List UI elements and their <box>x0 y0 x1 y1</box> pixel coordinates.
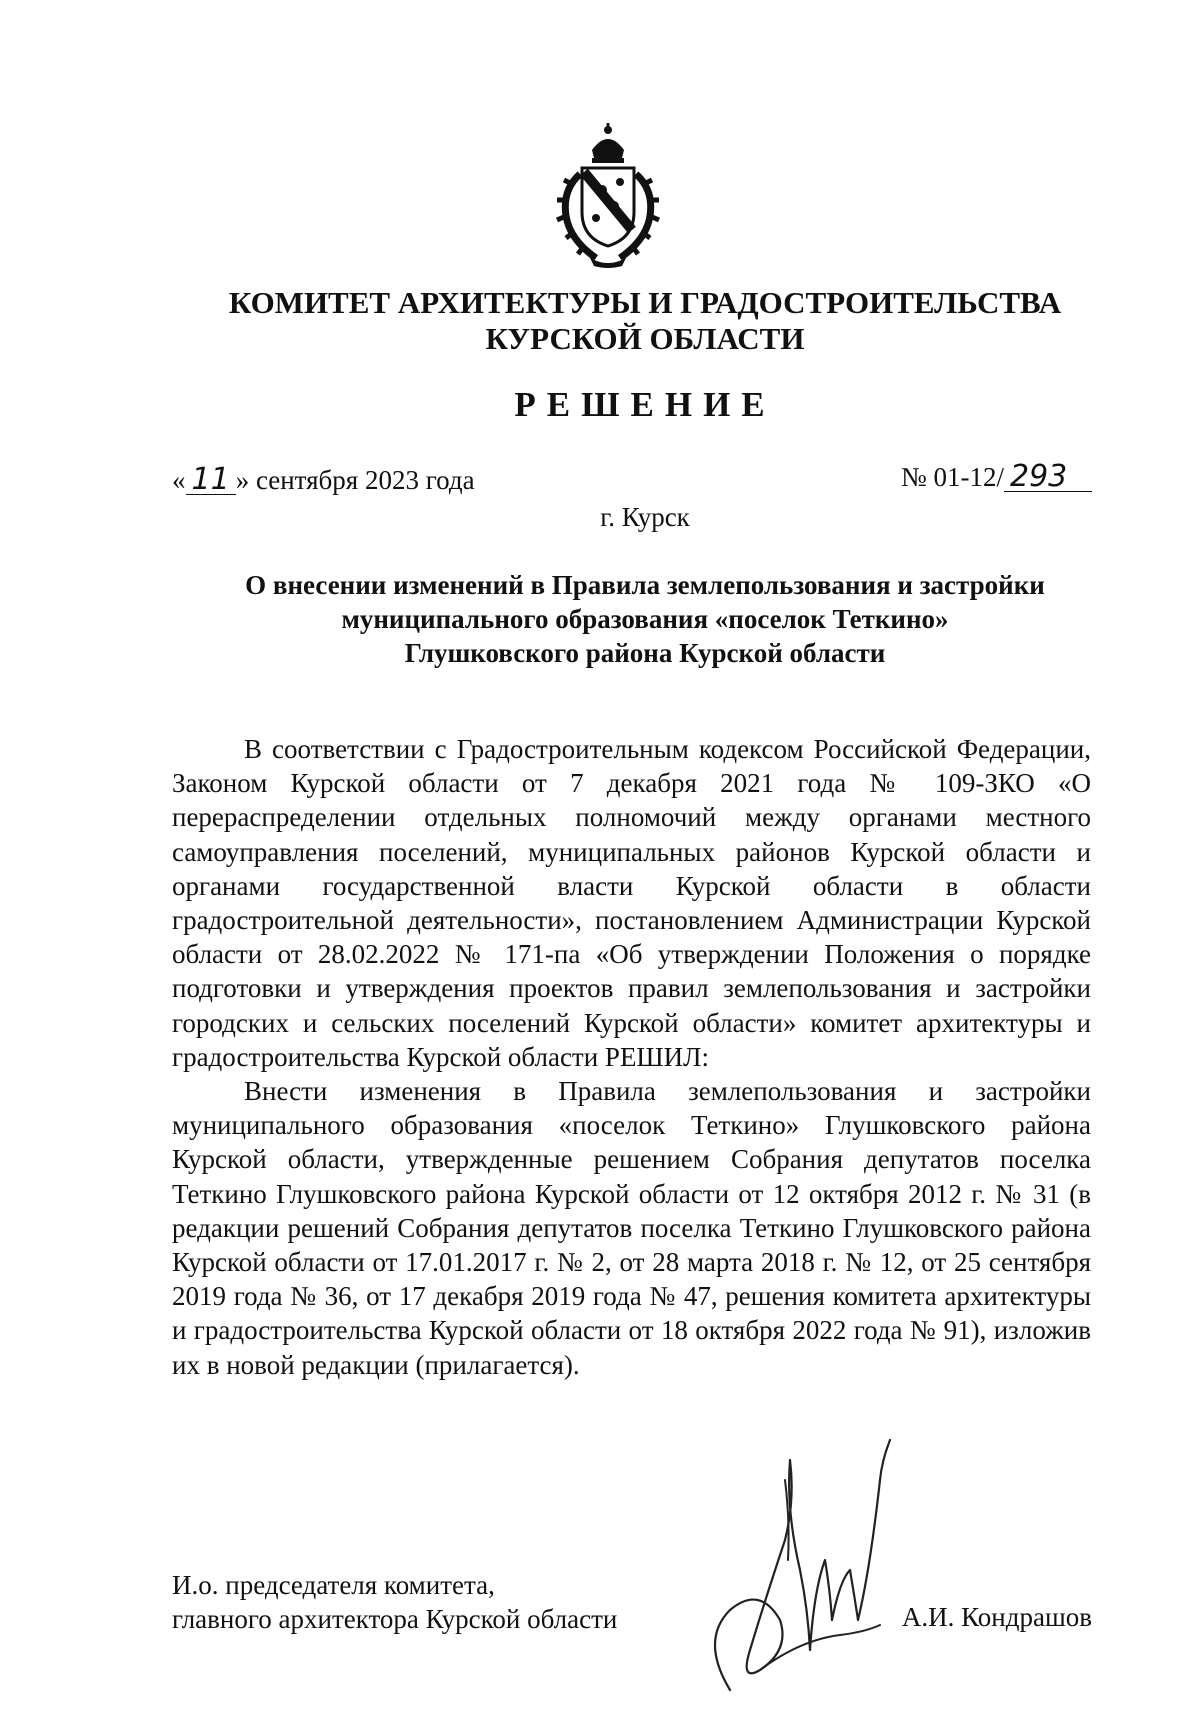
decision-date <box>172 462 475 497</box>
decision-number <box>900 459 1092 494</box>
signatory-position <box>172 1568 617 1636</box>
position-line-2: главного архитектора Курской области <box>172 1604 618 1634</box>
date-open-quote: « <box>172 465 186 495</box>
subject-line-2: муниципального образования «поселок Теткино» <box>341 604 949 634</box>
signatory-name: А.И. Кондрашов <box>901 1602 1092 1632</box>
kursk-coat-of-arms-icon <box>552 120 664 270</box>
date-rest: » сентября 2023 года <box>235 465 475 495</box>
header-line-2: КУРСКОЙ ОБЛАСТИ <box>485 321 805 356</box>
body-paragraph: Внести изменения в Правила землепользования и застройки муниципального образования «поселок Теткино» Глушковского района Курской области, утвержденные решением Собрания депутатов поселка Теткино Глушковского района Курской области от 12 октября 2012 г. № 31 (в редакции решений Собрания депутатов поселка Теткино Глушковского района Курской области от 17.01.2017 г. № 2, от 28 марта 2018 г. № 12, от 25 сентября 2019 года № 36, от 17 декабря 2019 года № 47, решения комитета архитектуры и градостроительства Курской области от 18 октября 2022 года № 91), изложив их в новой редакции (прилагается). <box>172 1076 1091 1380</box>
subject-line-3: Глушковского района Курской области <box>404 638 886 668</box>
body-paragraph: В соответствии с Градостроительным кодексом Российской Федерации, Законом Курской области от 7 декабря 2021 года № 109-ЗКО «О перераспределении отдельных полномочий между органами местного самоуправления поселений, муниципальных районов Курской области и органами государственной власти Курской области в области градостроительной деятельности», постановлением Администрации Курской области от 28.02.2022 № 171-па «Об утверждении Положения о порядке подготовки и утверждения проектов правил землепользования и застройки городских и сельских поселений Курской области» комитет архитектуры и градостроительства Курской области РЕШИЛ: <box>172 734 1091 1072</box>
position-line-1: И.о. председателя комитета, <box>172 1570 495 1600</box>
city-line: г. Курск <box>600 502 690 532</box>
decision-body <box>172 732 1091 1382</box>
handwritten-signature <box>690 1420 900 1720</box>
decision-subject <box>160 568 1130 670</box>
number-handwritten: 293 <box>1004 463 1092 492</box>
number-prefix: № 01-12/ <box>900 462 1004 492</box>
date-day-handwritten: 11 <box>186 466 236 495</box>
subject-line-1: О внесении изменений в Правила землепользования и застройки <box>245 570 1045 600</box>
header-line-1: КОМИТЕТ АРХИТЕКТУРЫ И ГРАДОСТРОИТЕЛЬСТВА <box>228 285 1062 320</box>
document-title: РЕШЕНИЕ <box>514 385 776 424</box>
organization-header <box>160 285 1130 357</box>
